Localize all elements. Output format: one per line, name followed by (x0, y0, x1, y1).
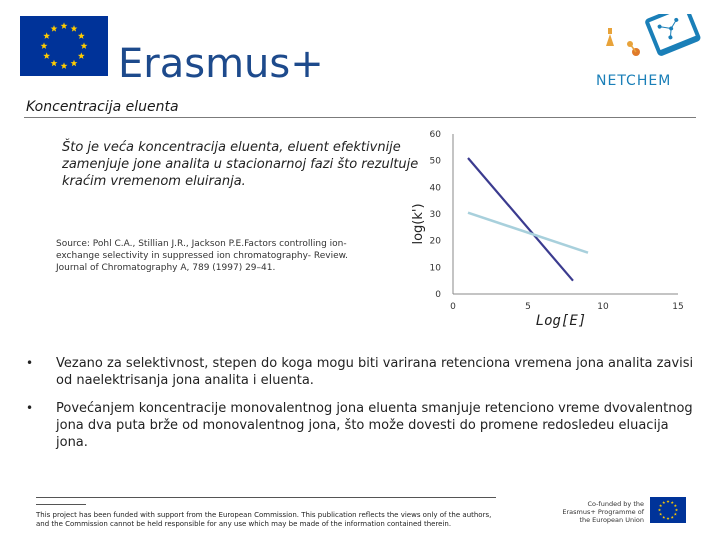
footer-divider-short (36, 504, 86, 505)
series-line-1 (468, 158, 573, 281)
y-tick-label: 10 (429, 263, 441, 274)
y-tick-label: 30 (429, 210, 441, 220)
footer-divider (36, 497, 496, 498)
y-axis-label: log(k') (411, 203, 426, 245)
lead-paragraph: Što je veća koncentracija eluenta, eluent efektivnije zamenjuje jone analita u stacionarnoj fazi što rezultuje kraćim vremenom eluiranja. (62, 140, 419, 189)
eu-flag-small (650, 497, 686, 523)
netchem-label: NETCHEM (596, 73, 672, 89)
y-tick-label: 50 (429, 156, 441, 167)
y-tick-label: 20 (429, 236, 441, 247)
footer-disclaimer: This project has been funded with support from the European Commission. This publication reflects the views only of the authors, and the Commission cannot be held responsible for any use which may be made of the information contained therein. (36, 511, 492, 528)
bullet-list (26, 355, 696, 462)
erasmus-plus-logo: Erasmus+ (118, 41, 324, 87)
title-divider (24, 117, 696, 118)
bullet-marker: • (26, 356, 34, 370)
x-tick-label: 15 (672, 302, 684, 312)
bullet-text: Vezano za selektivnost, stepen do koga mogu biti varirana retenciona vremena jona analita zavisi od naelektrisanja jona analita i eluenta. (56, 356, 694, 388)
y-tick-label: 0 (435, 290, 441, 300)
section-title: Koncentracija eluenta (26, 99, 179, 115)
eu-flag-logo (20, 16, 108, 76)
bullet-item (26, 355, 696, 389)
x-tick-label: 10 (597, 302, 609, 312)
retention-chart (400, 120, 710, 340)
x-tick-label: 5 (525, 302, 531, 312)
bullet-item (26, 400, 696, 451)
source-citation: Source: Pohl C.A., Stillian J.R., Jackson P.E.Factors controlling ion-exchange selectivity in suppressed ion chromatography- Review. Journal of Chromatography A, 789 (1997) 29–41. (56, 239, 349, 273)
bullet-marker: • (26, 401, 34, 415)
x-axis-label: Log[E] (535, 313, 587, 329)
bullet-text: Povećanjem koncentracije monovalentnog jona eluenta smanjuje retenciono vreme dvovalentnog jona dva puta brže od monovalentnog jona, što može dovesti do promene redosledeu eluacija jona. (56, 401, 693, 450)
chart-series (468, 158, 588, 281)
cofunded-label: Co-funded by the Erasmus+ Programme of the European Union (562, 500, 644, 524)
y-tick-label: 60 (429, 130, 441, 140)
chart-axes (453, 134, 678, 294)
series-line-2 (468, 213, 588, 253)
x-tick-label: 0 (450, 302, 456, 312)
y-tick-label: 40 (429, 183, 441, 194)
chart-ticks (430, 130, 684, 312)
